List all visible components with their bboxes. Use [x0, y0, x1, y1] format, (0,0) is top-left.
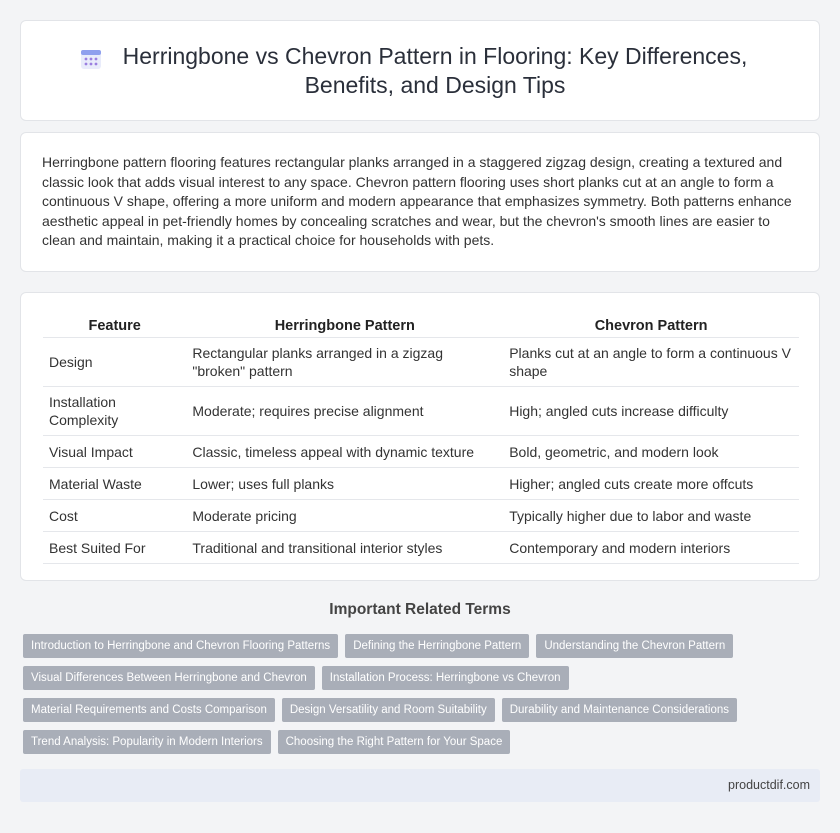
row-herringbone: Traditional and transitional interior styles: [186, 532, 503, 564]
related-tag[interactable]: Defining the Herringbone Pattern: [345, 634, 529, 658]
row-herringbone: Moderate pricing: [186, 500, 503, 532]
summary-card: [20, 132, 820, 272]
related-tag[interactable]: Choosing the Right Pattern for Your Space: [278, 730, 511, 754]
table-row: [43, 532, 799, 564]
related-tag[interactable]: Durability and Maintenance Considerations: [502, 698, 737, 722]
related-tag[interactable]: Understanding the Chevron Pattern: [536, 634, 733, 658]
row-feature: Best Suited For: [43, 532, 186, 564]
related-terms-title: Important Related Terms: [329, 601, 511, 618]
table-row: [43, 500, 799, 532]
table-row: [43, 468, 799, 500]
related-tag[interactable]: Trend Analysis: Popularity in Modern Interiors: [23, 730, 271, 754]
related-tag[interactable]: Material Requirements and Costs Comparison: [23, 698, 275, 722]
tag-row: [23, 634, 803, 658]
page-title: Herringbone vs Chevron Pattern in Flooring: Key Differences, Benefits, and Design Tips: [122, 42, 748, 98]
comparison-card: [20, 292, 820, 581]
comparison-table: [43, 315, 799, 564]
header-herringbone: Herringbone Pattern: [186, 315, 503, 338]
row-herringbone: Lower; uses full planks: [186, 468, 503, 500]
row-feature: Cost: [43, 500, 186, 532]
tag-row: [23, 666, 803, 690]
related-tags: [23, 634, 803, 762]
row-chevron: Typically higher due to labor and waste: [503, 500, 799, 532]
table-row: [43, 338, 799, 387]
tag-row: [23, 698, 803, 722]
row-feature: Visual Impact: [43, 436, 186, 468]
footer-bar: [20, 769, 820, 802]
header-chevron: Chevron Pattern: [503, 315, 799, 338]
table-header-row: [43, 315, 799, 338]
row-chevron: Contemporary and modern interiors: [503, 532, 799, 564]
table-row: [43, 387, 799, 436]
row-feature: Design: [43, 338, 186, 387]
row-chevron: Planks cut at an angle to form a continuous V shape: [503, 338, 799, 387]
row-chevron: Higher; angled cuts create more offcuts: [503, 468, 799, 500]
summary-paragraph: Herringbone pattern flooring features rectangular planks arranged in a staggered zigzag design, creating a textured and classic look that adds visual interest to any space. Chevron pattern flooring uses short planks cut at an angle to form a continuous V shape, offering a more uniform and modern appearance that emphasizes symmetry. Both patterns enhance aesthetic appeal in pet-friendly homes by concealing scratches and wear, but the chevron's smooth lines are easier to clean and maintain, making it a practical choice for households with pets.: [42, 154, 792, 248]
table-row: [43, 436, 799, 468]
related-tag[interactable]: Installation Process: Herringbone vs Chevron: [322, 666, 569, 690]
footer-site-link[interactable]: productdif.com: [728, 778, 810, 792]
row-feature: Material Waste: [43, 468, 186, 500]
related-tag[interactable]: Visual Differences Between Herringbone and Chevron: [23, 666, 315, 690]
row-herringbone: Rectangular planks arranged in a zigzag "broken" pattern: [186, 338, 503, 387]
header-feature: Feature: [43, 315, 186, 338]
row-feature: Installation Complexity: [43, 387, 186, 436]
related-tag[interactable]: Introduction to Herringbone and Chevron Flooring Patterns: [23, 634, 338, 658]
row-herringbone: Moderate; requires precise alignment: [186, 387, 503, 436]
header-card: [20, 20, 820, 121]
row-chevron: Bold, geometric, and modern look: [503, 436, 799, 468]
row-chevron: High; angled cuts increase difficulty: [503, 387, 799, 436]
related-tag[interactable]: Design Versatility and Room Suitability: [282, 698, 495, 722]
tag-row: [23, 730, 803, 754]
row-herringbone: Classic, timeless appeal with dynamic texture: [186, 436, 503, 468]
